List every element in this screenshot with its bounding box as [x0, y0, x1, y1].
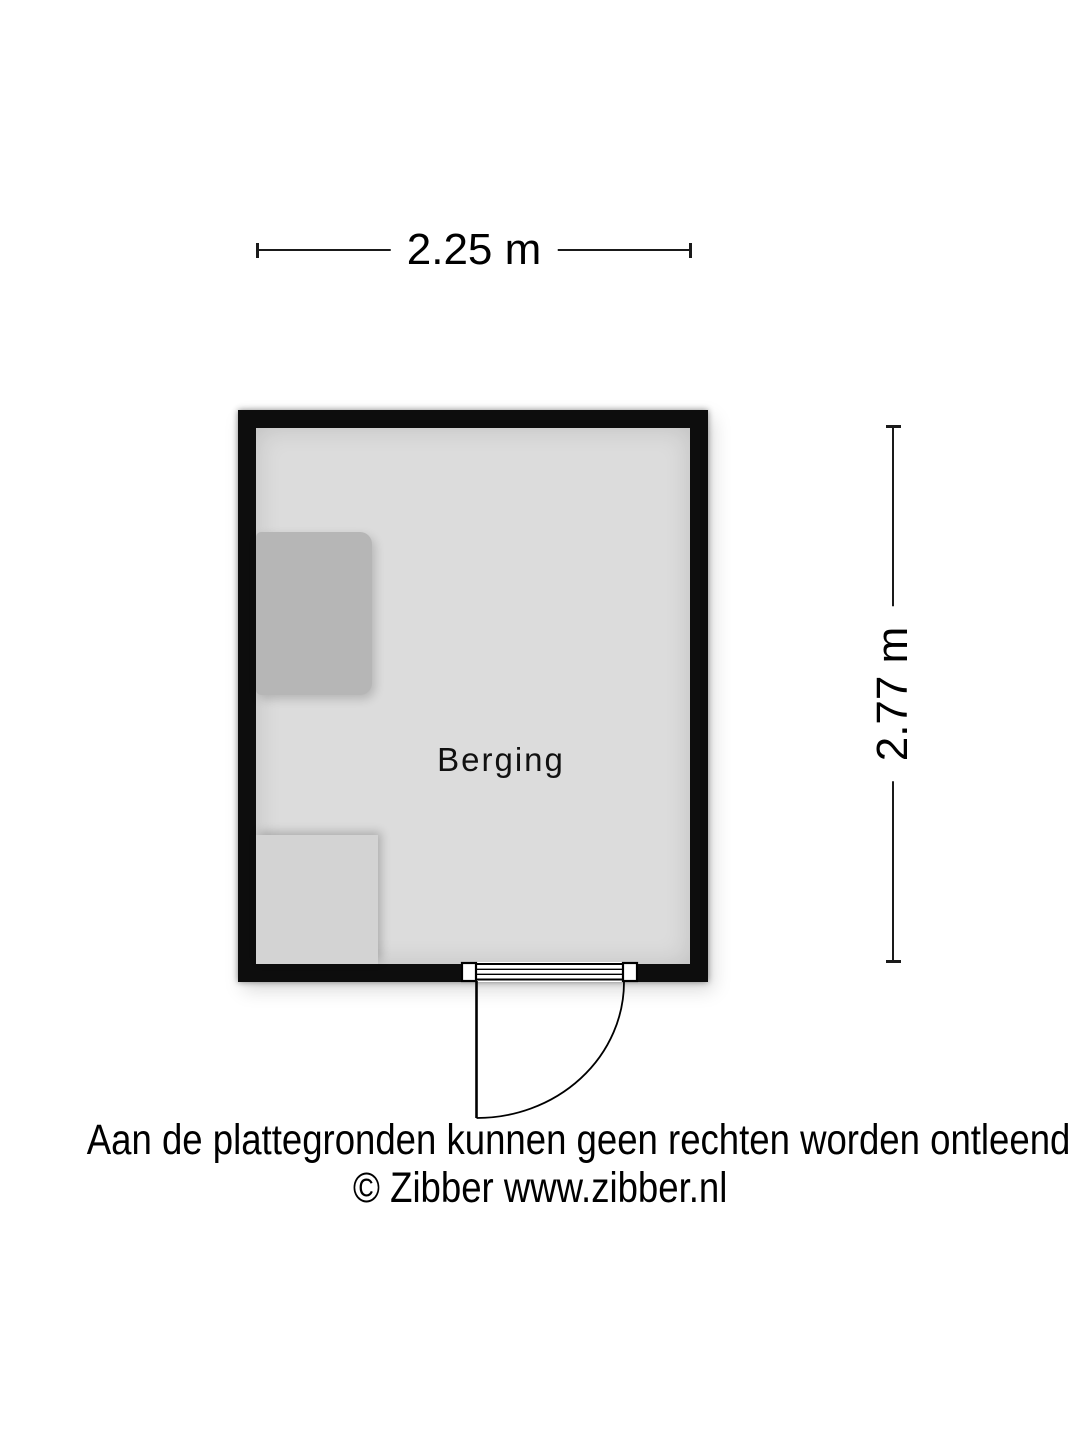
door-assembly [450, 955, 650, 1135]
dimension-width-label: 2.25 m [391, 225, 558, 275]
room-label: Berging [437, 741, 565, 778]
footer-disclaimer-text: Aan de plattegronden kunnen geen rechten worden ontleend [86, 1116, 1071, 1164]
dimension-height [868, 425, 917, 963]
door-swing-arc [477, 982, 625, 1118]
footer-credit-text: © Zibber www.zibber.nl [352, 1164, 728, 1212]
dimension-width [256, 225, 692, 274]
door-jamb-right [623, 963, 637, 981]
door-threshold [476, 964, 623, 980]
dimension-width-tick-right [689, 243, 692, 258]
footer-credit [0, 1164, 1080, 1212]
floor-plan [238, 410, 708, 982]
footer-disclaimer [0, 1116, 1080, 1164]
door-jamb-left [462, 963, 476, 981]
fixture-top-left [256, 532, 372, 695]
footer [0, 1116, 1080, 1212]
dimension-height-tick-bottom [886, 960, 901, 963]
fixture-bottom-left [256, 835, 378, 964]
dimension-height-label: 2.77 m [868, 607, 918, 782]
